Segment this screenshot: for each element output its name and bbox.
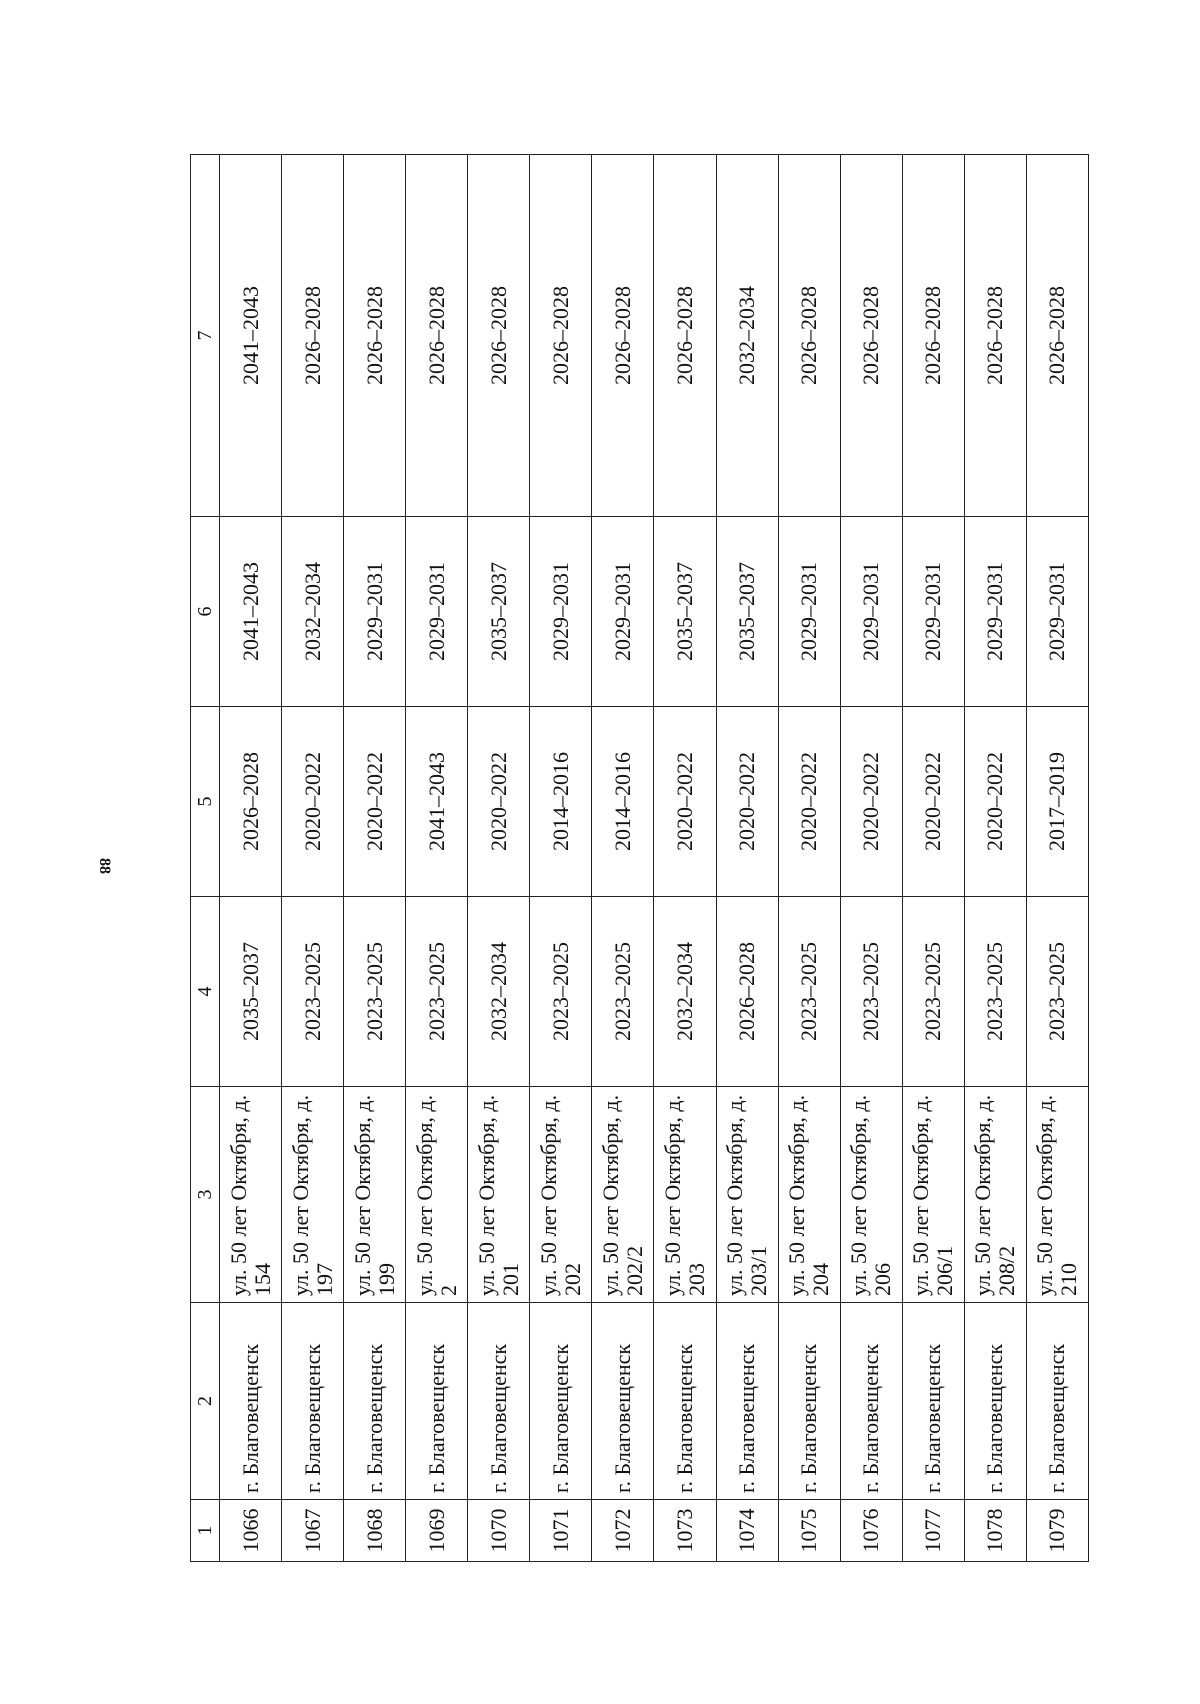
period-cell-7: 2026–2028 bbox=[282, 155, 344, 517]
period-cell-4: 2023–2025 bbox=[964, 897, 1026, 1087]
city-cell: г. Благовещенск bbox=[840, 1303, 902, 1500]
address-cell: ул. 50 лет Октября, д. 202/2 bbox=[592, 1087, 654, 1303]
table-row bbox=[1026, 155, 1088, 1562]
row-number-cell: 1074 bbox=[716, 1500, 778, 1562]
city-cell: г. Благовещенск bbox=[282, 1303, 344, 1500]
period-cell-7: 2026–2028 bbox=[468, 155, 530, 517]
period-cell-5: 2014–2016 bbox=[530, 707, 592, 897]
period-cell-5: 2014–2016 bbox=[592, 707, 654, 897]
period-cell-4: 2023–2025 bbox=[344, 897, 406, 1087]
city-cell: г. Благовещенск bbox=[406, 1303, 468, 1500]
header-cell-1: 1 bbox=[191, 1500, 220, 1562]
period-cell-6: 2029–2031 bbox=[592, 517, 654, 707]
period-cell-4: 2026–2028 bbox=[716, 897, 778, 1087]
address-cell: ул. 50 лет Октября, д. 206 bbox=[840, 1087, 902, 1303]
header-cell-6: 6 bbox=[191, 517, 220, 707]
table-body bbox=[220, 155, 1089, 1562]
row-number-cell: 1066 bbox=[220, 1500, 282, 1562]
row-number-cell: 1070 bbox=[468, 1500, 530, 1562]
period-cell-6: 2029–2031 bbox=[778, 517, 840, 707]
period-cell-4: 2023–2025 bbox=[406, 897, 468, 1087]
period-cell-5: 2026–2028 bbox=[220, 707, 282, 897]
period-cell-7: 2041–2043 bbox=[220, 155, 282, 517]
page-number: 88 bbox=[96, 858, 113, 874]
city-cell: г. Благовещенск bbox=[530, 1303, 592, 1500]
row-number-cell: 1068 bbox=[344, 1500, 406, 1562]
address-cell: ул. 50 лет Октября, д. 206/1 bbox=[902, 1087, 964, 1303]
period-cell-7: 2026–2028 bbox=[964, 155, 1026, 517]
period-cell-7: 2026–2028 bbox=[902, 155, 964, 517]
table-row bbox=[778, 155, 840, 1562]
row-number-cell: 1073 bbox=[654, 1500, 716, 1562]
period-cell-7: 2032–2034 bbox=[716, 155, 778, 517]
address-cell: ул. 50 лет Октября, д. 210 bbox=[1026, 1087, 1088, 1303]
period-cell-6: 2029–2031 bbox=[902, 517, 964, 707]
period-cell-5: 2041–2043 bbox=[406, 707, 468, 897]
period-cell-4: 2035–2037 bbox=[220, 897, 282, 1087]
city-cell: г. Благовещенск bbox=[220, 1303, 282, 1500]
period-cell-4: 2032–2034 bbox=[654, 897, 716, 1087]
period-cell-4: 2023–2025 bbox=[1026, 897, 1088, 1087]
period-cell-4: 2023–2025 bbox=[282, 897, 344, 1087]
period-cell-5: 2020–2022 bbox=[654, 707, 716, 897]
table-row bbox=[902, 155, 964, 1562]
table-row bbox=[468, 155, 530, 1562]
period-cell-6: 2035–2037 bbox=[654, 517, 716, 707]
city-cell: г. Благовещенск bbox=[468, 1303, 530, 1500]
row-number-cell: 1075 bbox=[778, 1500, 840, 1562]
period-cell-6: 2029–2031 bbox=[406, 517, 468, 707]
rotated-table-container bbox=[190, 155, 1089, 1562]
schedule-table bbox=[190, 154, 1089, 1562]
row-number-cell: 1077 bbox=[902, 1500, 964, 1562]
period-cell-7: 2026–2028 bbox=[530, 155, 592, 517]
period-cell-5: 2020–2022 bbox=[282, 707, 344, 897]
table-row bbox=[716, 155, 778, 1562]
period-cell-5: 2020–2022 bbox=[902, 707, 964, 897]
header-row bbox=[191, 155, 220, 1562]
row-number-cell: 1067 bbox=[282, 1500, 344, 1562]
period-cell-5: 2020–2022 bbox=[840, 707, 902, 897]
row-number-cell: 1078 bbox=[964, 1500, 1026, 1562]
period-cell-4: 2032–2034 bbox=[468, 897, 530, 1087]
city-cell: г. Благовещенск bbox=[344, 1303, 406, 1500]
period-cell-6: 2029–2031 bbox=[840, 517, 902, 707]
period-cell-5: 2020–2022 bbox=[344, 707, 406, 897]
period-cell-5: 2020–2022 bbox=[778, 707, 840, 897]
address-cell: ул. 50 лет Октября, д. 204 bbox=[778, 1087, 840, 1303]
period-cell-6: 2029–2031 bbox=[530, 517, 592, 707]
period-cell-6: 2032–2034 bbox=[282, 517, 344, 707]
row-number-cell: 1072 bbox=[592, 1500, 654, 1562]
address-cell: ул. 50 лет Октября, д. 203/1 bbox=[716, 1087, 778, 1303]
table-row bbox=[282, 155, 344, 1562]
table-row bbox=[530, 155, 592, 1562]
period-cell-7: 2026–2028 bbox=[406, 155, 468, 517]
header-cell-7: 7 bbox=[191, 155, 220, 517]
address-cell: ул. 50 лет Октября, д. 199 bbox=[344, 1087, 406, 1303]
period-cell-6: 2029–2031 bbox=[964, 517, 1026, 707]
address-cell: ул. 50 лет Октября, д. 154 bbox=[220, 1087, 282, 1303]
period-cell-7: 2026–2028 bbox=[592, 155, 654, 517]
period-cell-5: 2017–2019 bbox=[1026, 707, 1088, 897]
table-row bbox=[964, 155, 1026, 1562]
period-cell-5: 2020–2022 bbox=[964, 707, 1026, 897]
row-number-cell: 1071 bbox=[530, 1500, 592, 1562]
city-cell: г. Благовещенск bbox=[902, 1303, 964, 1500]
period-cell-7: 2026–2028 bbox=[654, 155, 716, 517]
period-cell-5: 2020–2022 bbox=[468, 707, 530, 897]
address-cell: ул. 50 лет Октября, д. 201 bbox=[468, 1087, 530, 1303]
table-row bbox=[220, 155, 282, 1562]
period-cell-7: 2026–2028 bbox=[840, 155, 902, 517]
table-row bbox=[840, 155, 902, 1562]
period-cell-6: 2035–2037 bbox=[716, 517, 778, 707]
row-number-cell: 1069 bbox=[406, 1500, 468, 1562]
period-cell-7: 2026–2028 bbox=[344, 155, 406, 517]
period-cell-6: 2029–2031 bbox=[1026, 517, 1088, 707]
row-number-cell: 1079 bbox=[1026, 1500, 1088, 1562]
row-number-cell: 1076 bbox=[840, 1500, 902, 1562]
table-row bbox=[344, 155, 406, 1562]
period-cell-5: 2020–2022 bbox=[716, 707, 778, 897]
header-cell-2: 2 bbox=[191, 1303, 220, 1500]
address-cell: ул. 50 лет Октября, д. 2 bbox=[406, 1087, 468, 1303]
table-row bbox=[654, 155, 716, 1562]
period-cell-4: 2023–2025 bbox=[530, 897, 592, 1087]
header-cell-3: 3 bbox=[191, 1087, 220, 1303]
city-cell: г. Благовещенск bbox=[716, 1303, 778, 1500]
table-row bbox=[592, 155, 654, 1562]
period-cell-4: 2023–2025 bbox=[902, 897, 964, 1087]
city-cell: г. Благовещенск bbox=[964, 1303, 1026, 1500]
period-cell-7: 2026–2028 bbox=[778, 155, 840, 517]
address-cell: ул. 50 лет Октября, д. 202 bbox=[530, 1087, 592, 1303]
period-cell-4: 2023–2025 bbox=[592, 897, 654, 1087]
city-cell: г. Благовещенск bbox=[592, 1303, 654, 1500]
period-cell-4: 2023–2025 bbox=[840, 897, 902, 1087]
city-cell: г. Благовещенск bbox=[654, 1303, 716, 1500]
address-cell: ул. 50 лет Октября, д. 203 bbox=[654, 1087, 716, 1303]
address-cell: ул. 50 лет Октября, д. 208/2 bbox=[964, 1087, 1026, 1303]
header-cell-4: 4 bbox=[191, 897, 220, 1087]
period-cell-4: 2023–2025 bbox=[778, 897, 840, 1087]
header-cell-5: 5 bbox=[191, 707, 220, 897]
period-cell-6: 2029–2031 bbox=[344, 517, 406, 707]
table-row bbox=[406, 155, 468, 1562]
period-cell-6: 2041–2043 bbox=[220, 517, 282, 707]
period-cell-7: 2026–2028 bbox=[1026, 155, 1088, 517]
city-cell: г. Благовещенск bbox=[778, 1303, 840, 1500]
city-cell: г. Благовещенск bbox=[1026, 1303, 1088, 1500]
period-cell-6: 2035–2037 bbox=[468, 517, 530, 707]
address-cell: ул. 50 лет Октября, д. 197 bbox=[282, 1087, 344, 1303]
